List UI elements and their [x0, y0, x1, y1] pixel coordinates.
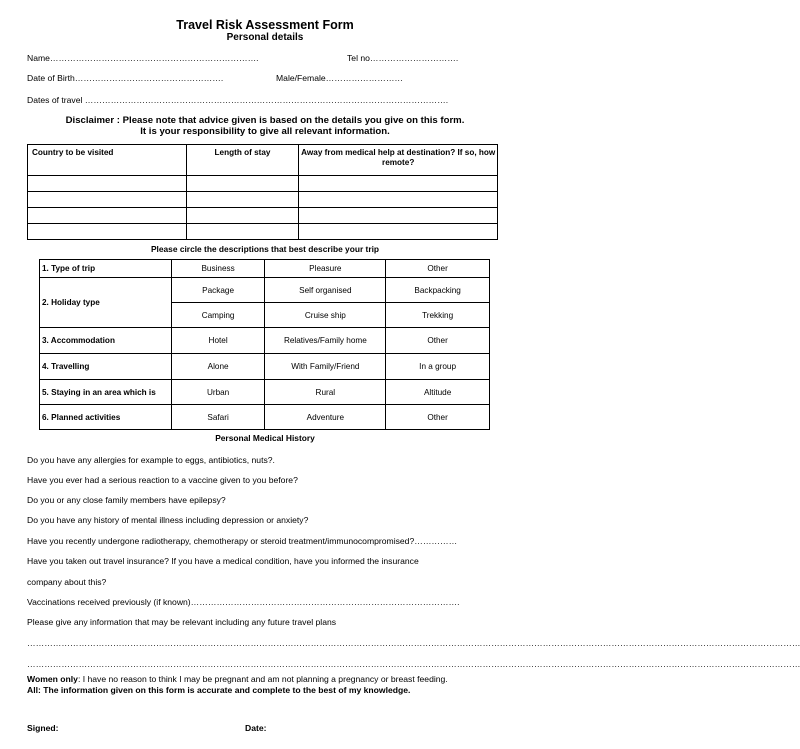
disclaimer-line-1: Disclaimer : Please note that advice given is based on the details you give on this form.: [65, 115, 465, 126]
remote-cell[interactable]: [299, 176, 498, 192]
holiday-type-label: 2. Holiday type: [40, 278, 172, 328]
option-trekking[interactable]: Trekking: [386, 303, 490, 328]
length-cell[interactable]: [186, 176, 299, 192]
option-other[interactable]: Other: [386, 260, 490, 278]
destination-row: [28, 208, 498, 224]
travelling-label: 4. Travelling: [40, 354, 172, 380]
trip-type-label: 1. Type of trip: [40, 260, 172, 278]
destination-row: [28, 192, 498, 208]
option-safari[interactable]: Safari: [171, 405, 265, 430]
option-other[interactable]: Other: [386, 328, 490, 354]
answer-line[interactable]: ………………………………………………………………………………………………………………………………………………………………………………………………………………………………………………: [27, 659, 800, 669]
header-medical-help: Away from medical help at destination? If so, how remote?: [299, 145, 498, 176]
accuracy-statement: All: The information given on this form is accurate and complete to the best of my knowledge.: [27, 685, 411, 695]
area-label: 5. Staying in an area which is: [40, 380, 172, 405]
date-label[interactable]: Date:: [245, 723, 267, 733]
length-cell[interactable]: [186, 208, 299, 224]
question-insurance-cont: company about this?: [27, 577, 107, 587]
destinations-table: [27, 144, 498, 240]
question-insurance: Have you taken out travel insurance? If you have a medical condition, have you informed the insurance: [27, 556, 419, 566]
option-alone[interactable]: Alone: [171, 354, 265, 380]
option-package[interactable]: Package: [171, 278, 265, 303]
form-subtitle: Personal details: [226, 32, 304, 43]
form-title: Travel Risk Assessment Form: [176, 18, 354, 32]
option-adventure[interactable]: Adventure: [265, 405, 386, 430]
option-altitude[interactable]: Altitude: [386, 380, 490, 405]
option-family-friend[interactable]: With Family/Friend: [265, 354, 386, 380]
activities-label: 6. Planned activities: [40, 405, 172, 430]
medical-history-title: Personal Medical History: [215, 433, 315, 443]
remote-cell[interactable]: [299, 208, 498, 224]
option-business[interactable]: Business: [171, 260, 265, 278]
option-camping[interactable]: Camping: [171, 303, 265, 328]
option-relatives-home[interactable]: Relatives/Family home: [265, 328, 386, 354]
answer-line[interactable]: ………………………………………………………………………………………………………………………………………………………………………………………………………………………………………………: [27, 638, 800, 648]
destination-row: [28, 224, 498, 240]
dob-field[interactable]: Date of Birth…………………………………………….: [27, 73, 224, 83]
header-country: Country to be visited: [28, 145, 187, 176]
remote-cell[interactable]: [299, 224, 498, 240]
question-vaccine-reaction: Have you ever had a serious reaction to a vaccine given to you before?: [27, 475, 298, 485]
name-field[interactable]: Name……………………………………………………………….: [27, 53, 259, 63]
option-urban[interactable]: Urban: [171, 380, 265, 405]
travel-dates-field[interactable]: Dates of travel ……………………………………………………………………………………………………………….: [27, 95, 449, 105]
option-backpacking[interactable]: Backpacking: [386, 278, 490, 303]
trip-table: [39, 259, 490, 430]
option-self-organised[interactable]: Self organised: [265, 278, 386, 303]
header-length: Length of stay: [186, 145, 299, 176]
country-cell[interactable]: [28, 224, 187, 240]
option-rural[interactable]: Rural: [265, 380, 386, 405]
remote-cell[interactable]: [299, 192, 498, 208]
question-mental-illness: Do you have any history of mental illness including depression or anxiety?: [27, 515, 309, 525]
option-hotel[interactable]: Hotel: [171, 328, 265, 354]
disclaimer-line-2: It is your responsibility to give all relevant information.: [140, 126, 390, 137]
option-pleasure[interactable]: Pleasure: [265, 260, 386, 278]
question-vaccinations[interactable]: Vaccinations received previously (if known)………………………………………………………………………………….: [27, 597, 460, 607]
signed-label[interactable]: Signed:: [27, 723, 59, 733]
option-cruise-ship[interactable]: Cruise ship: [265, 303, 386, 328]
country-cell[interactable]: [28, 192, 187, 208]
option-group[interactable]: In a group: [386, 354, 490, 380]
accommodation-label: 3. Accommodation: [40, 328, 172, 354]
country-cell[interactable]: [28, 176, 187, 192]
option-other[interactable]: Other: [386, 405, 490, 430]
question-epilepsy: Do you or any close family members have epilepsy?: [27, 495, 226, 505]
length-cell[interactable]: [186, 192, 299, 208]
question-treatment: Have you recently undergone radiotherapy, chemotherapy or steroid treatment/immunocompromised?……………: [27, 536, 458, 546]
sex-field[interactable]: Male/Female………………………: [276, 73, 404, 83]
question-allergies: Do you have any allergies for example to eggs, antibiotics, nuts?.: [27, 455, 275, 465]
question-further-info: Please give any information that may be relevant including any future travel plans: [27, 617, 337, 627]
country-cell[interactable]: [28, 208, 187, 224]
women-only-label: Women only: [27, 674, 78, 684]
women-only-text: : I have no reason to think I may be pregnant and am not planning a pregnancy or breast feeding.: [77, 674, 448, 684]
length-cell[interactable]: [186, 224, 299, 240]
women-only-statement: [27, 674, 448, 684]
destination-row: [28, 176, 498, 192]
tel-field[interactable]: Tel no………………………….: [347, 53, 459, 63]
circle-instruction: Please circle the descriptions that best describe your trip: [150, 244, 380, 254]
